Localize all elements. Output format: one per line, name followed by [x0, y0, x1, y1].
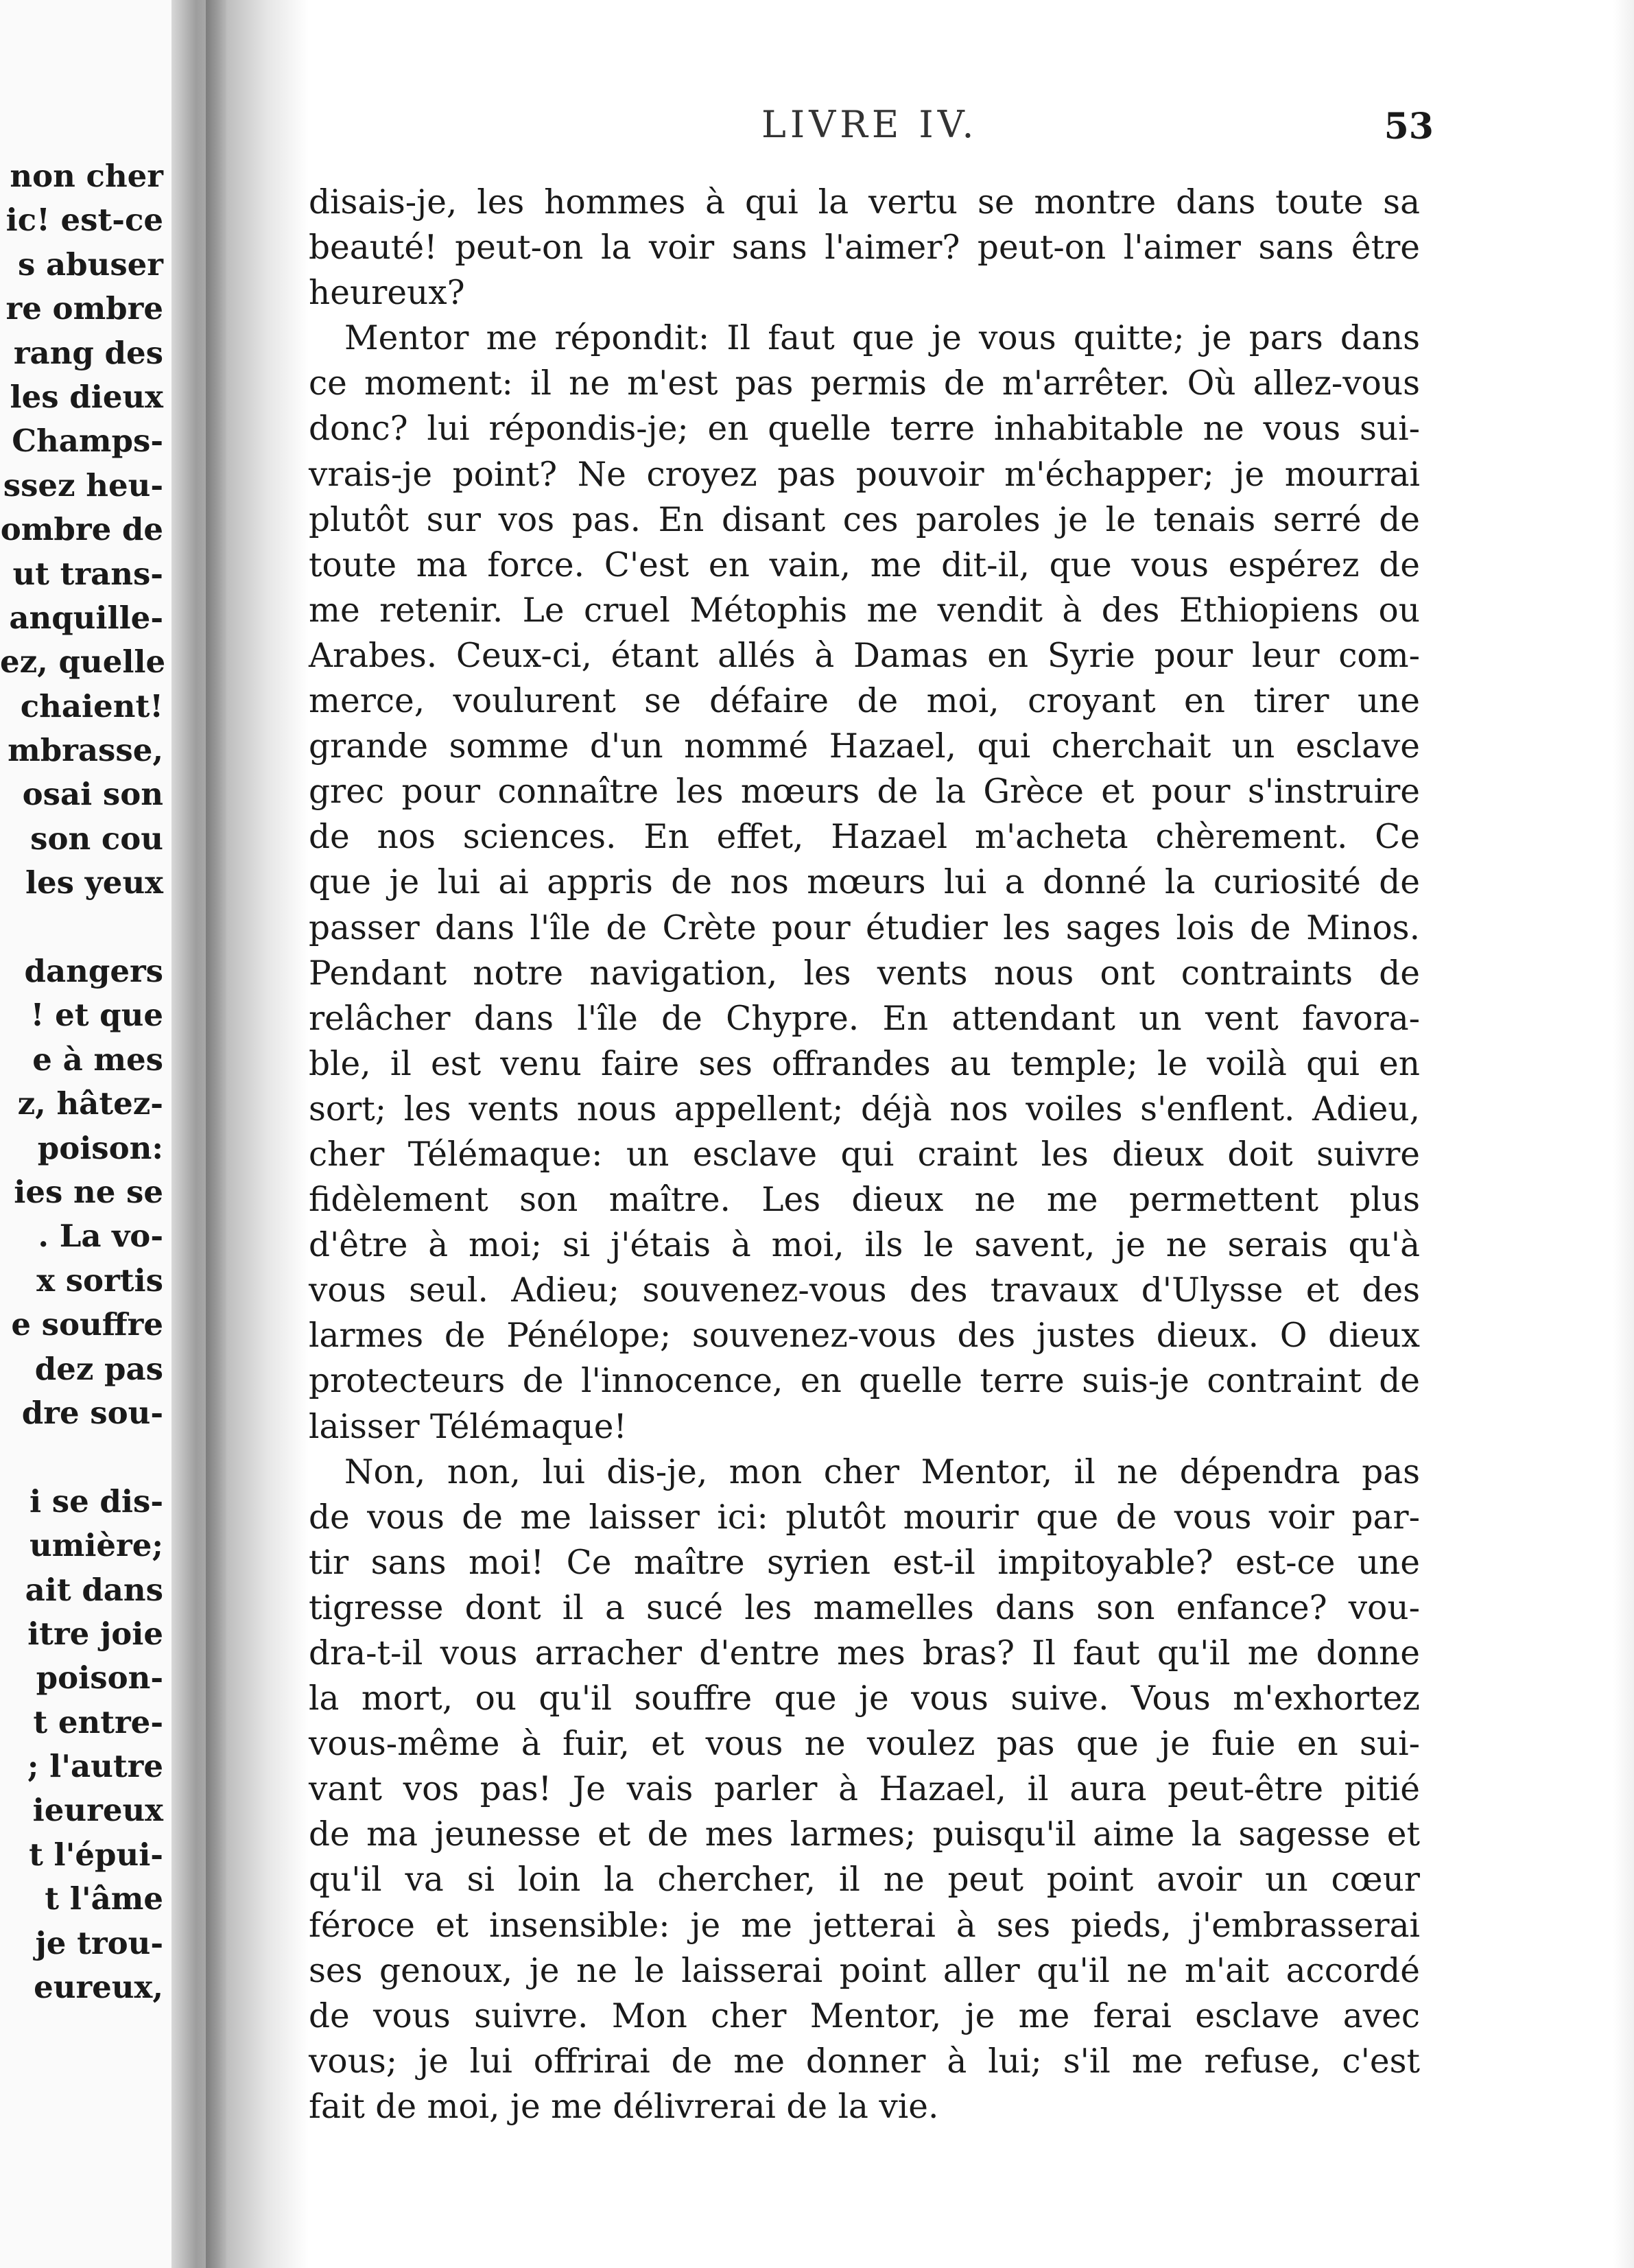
fragment-line: ieureux [32, 1792, 163, 1829]
text-line: la mort, ou qu'il souffre que je vous suive. Vous m'exhortez [309, 1679, 1420, 1718]
fragment-line: poison: [37, 1129, 163, 1166]
fragment-line: osai son [22, 776, 163, 813]
text-line: laisser Télémaque! [309, 1407, 627, 1446]
chapter-title: LIVRE IV. [761, 103, 978, 146]
paragraph [309, 1450, 1420, 2129]
text-line: de nos sciences. En effet, Hazael m'acheta chèrement. Ce [309, 818, 1420, 857]
text-line: merce, voulurent se défaire de moi, croyant en tirer une [309, 682, 1420, 721]
blank-line [0, 1435, 171, 1479]
fragment-line: s abuser [17, 246, 163, 283]
text-line: Arabes. Ceux-ci, étant allés à Damas en Syrie pour leur com- [309, 636, 1420, 675]
fragment-line: ez, quelle [0, 643, 166, 681]
text-line: qu'il va si loin la chercher, il ne peut point avoir un cœur [309, 1861, 1420, 1900]
fragment-line: ombre de [0, 511, 163, 548]
paragraph [309, 180, 1420, 316]
text-line: protecteurs de l'innocence, en quelle terre suis-je contraint de [309, 1362, 1420, 1401]
page-number: 53 [1384, 106, 1434, 147]
text-line: Mentor me répondit: Il faut que je vous quitte; je pars dans [344, 319, 1420, 358]
fragment-line: non cher [10, 158, 163, 194]
text-line: de vous de me laisser ici: plutôt mourir que de vous voir par- [309, 1498, 1420, 1537]
fragment-line: i se dis- [29, 1483, 163, 1520]
facing-page-fragment [0, 0, 171, 2268]
fragment-line: z, hâtez- [17, 1085, 163, 1122]
fragment-line: chaient! [20, 687, 163, 724]
fragment-line: son cou [30, 820, 163, 857]
text-line: dra-t-il vous arracher d'entre mes bras? Il faut qu'il me donne [309, 1634, 1420, 1673]
text-line: donc? lui répondis-je; en quelle terre inhabitable ne vous sui- [309, 410, 1420, 449]
fragment-line: Champs- [12, 423, 163, 460]
running-head [309, 103, 1434, 158]
text-line: vous seul. Adieu; souvenez-vous des travaux d'Ulysse et des [309, 1271, 1420, 1310]
text-line: Pendant notre navigation, les vents nous ont contraints de [309, 954, 1420, 993]
text-line: ble, il est venu faire ses offrandes au temple; le voilà qui en [309, 1044, 1420, 1083]
fragment-line: umière; [29, 1527, 163, 1564]
text-line: vrais-je point? Ne croyez pas pouvoir m'échapper; je mourrai [309, 455, 1420, 494]
fragment-line: ic! est-ce [5, 202, 163, 239]
fragment-line: anquille- [9, 599, 163, 636]
fragment-line: mbrasse, [8, 732, 163, 769]
text-line: Non, non, lui dis-je, mon cher Mentor, il ne dépendra pas [344, 1452, 1420, 1491]
text-line: cher Télémaque: un esclave qui craint les dieux doit suivre [309, 1135, 1420, 1174]
fragment-line: eureux, [34, 1969, 163, 2006]
fragment-line: dez pas [34, 1350, 163, 1387]
text-line: passer dans l'île de Crète pour étudier les sages lois de Minos. [309, 908, 1420, 947]
text-line: vous-même à fuir, et vous ne voulez pas que je fuie en sui- [309, 1725, 1420, 1764]
fragment-line: dre sou- [21, 1394, 163, 1431]
text-line: plutôt sur vos pas. En disant ces paroles je le tenais serré de [309, 500, 1420, 539]
gutter-shadow [206, 0, 226, 2268]
text-line: de ma jeunesse et de mes larmes; puisqu'il aime la sagesse et [309, 1815, 1420, 1854]
fragment-line: ut trans- [12, 555, 163, 592]
text-line: relâcher dans l'île de Chypre. En attendant un vent favora- [309, 999, 1420, 1038]
text-line: vant vos pas! Je vais parler à Hazael, il aura peut-être pitié [309, 1770, 1420, 1809]
text-line: d'être à moi; si j'étais à moi, ils le savent, je ne serais qu'à [309, 1226, 1420, 1265]
fragment-line: re ombre [5, 290, 163, 327]
body-text [309, 180, 1420, 2129]
fragment-line: itre joie [27, 1615, 163, 1652]
text-line: toute ma force. C'est en vain, me dit-il, que vous espérez de [309, 545, 1420, 584]
fragment-line: x sortis [36, 1262, 163, 1299]
text-line: que je lui ai appris de nos mœurs lui a donné la curiosité de [309, 863, 1420, 902]
text-line: ses genoux, je ne le laisserai point aller qu'il ne m'ait accordé [309, 1951, 1420, 1990]
fragment-line: e à mes [32, 1041, 163, 1078]
text-line: fait de moi, je me délivrerai de la vie. [309, 2087, 939, 2126]
fragment-line: les dieux [10, 378, 163, 415]
fragment-line: t entre- [33, 1703, 163, 1740]
fragment-line: dangers [24, 953, 163, 990]
fragment-line: ssez heu- [3, 466, 163, 504]
text-line: disais-je, les hommes à qui la vertu se montre dans toute sa [309, 183, 1420, 222]
fragment-line: rang des [13, 334, 163, 371]
facing-page-lines [0, 154, 171, 2009]
text-line: me retenir. Le cruel Métophis me vendit à des Ethiopiens ou [309, 591, 1420, 630]
text-line: larmes de Pénélope; souvenez-vous des justes dieux. O dieux [309, 1316, 1420, 1356]
blank-line [0, 906, 171, 949]
text-line: vous; je lui offrirai de me donner à lui; s'il me refuse, c'est [309, 2042, 1420, 2081]
text-line: tigresse dont il a sucé les mamelles dans son enfance? vou- [309, 1588, 1420, 1627]
fragment-line: les yeux [25, 864, 163, 901]
page-edge [1613, 0, 1634, 2268]
text-line: sort; les vents nous appellent; déjà nos voiles s'enflent. Adieu, [309, 1089, 1420, 1129]
fragment-line: ait dans [25, 1571, 163, 1608]
text-line: grande somme d'un nommé Hazael, qui cherchait un esclave [309, 727, 1420, 766]
text-line: heureux? [309, 274, 465, 313]
text-line: tir sans moi! Ce maître syrien est-il impitoyable? est-ce une [309, 1543, 1420, 1582]
text-line: fidèlement son maître. Les dieux ne me permettent plus [309, 1181, 1420, 1220]
text-line: grec pour connaître les mœurs de la Grèce et pour s'instruire [309, 772, 1420, 812]
fragment-line: . La vo- [38, 1218, 163, 1255]
fragment-line: poison- [36, 1659, 163, 1697]
book-page [309, 0, 1634, 2268]
text-line: beauté! peut-on la voir sans l'aimer? peut-on l'aimer sans être [309, 228, 1420, 268]
fragment-line: t l'âme [45, 1880, 163, 1917]
fragment-line: ! et que [30, 997, 163, 1034]
paragraph [309, 316, 1420, 1449]
fragment-line: t l'épui- [29, 1836, 163, 1873]
fragment-line: e souffre [11, 1306, 163, 1343]
fragment-line: je trou- [35, 1924, 163, 1961]
text-line: ce moment: il ne m'est pas permis de m'arrêter. Où allez-vous [309, 364, 1420, 403]
fragment-line: ; l'autre [27, 1748, 163, 1785]
book-gutter [171, 0, 309, 2268]
text-line: féroce et insensible: je me jetterai à ses pieds, j'embrasserai [309, 1906, 1420, 1945]
fragment-line: ies ne se [14, 1173, 163, 1210]
text-line: de vous suivre. Mon cher Mentor, je me ferai esclave avec [309, 1996, 1420, 2035]
